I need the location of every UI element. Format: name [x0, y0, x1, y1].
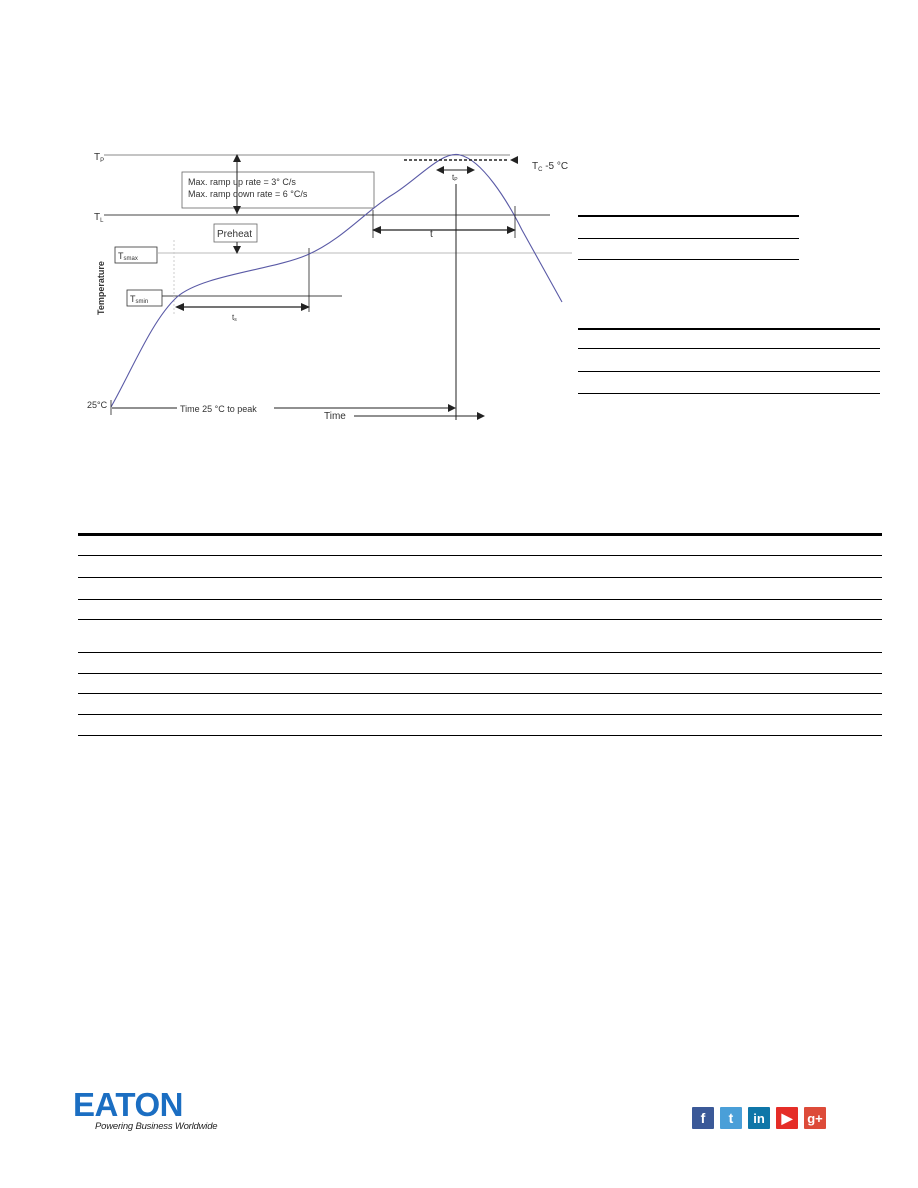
t-label: t: [430, 229, 433, 240]
table-b-top-rule: [578, 328, 880, 330]
tp-time-arrow-right: [467, 166, 475, 174]
tc-arrow-head: [510, 156, 518, 164]
start-temp-label: 25°C: [87, 400, 108, 410]
table-main-rule-6: [78, 673, 882, 674]
time-axis-label: Time: [324, 411, 346, 422]
time-to-peak-arrow-end: [448, 404, 456, 412]
reflow-profile-svg: [82, 140, 572, 430]
tsmin-label: Tsmin: [130, 294, 149, 305]
table-b-bottom-rule: [578, 393, 880, 394]
temperature-axis-label: Temperature: [96, 261, 106, 315]
time-axis-arrow-head: [477, 412, 485, 420]
eaton-tagline: Powering Business Worldwide: [95, 1121, 218, 1132]
facebook-icon[interactable]: f: [692, 1107, 714, 1129]
reflow-profile-diagram: [82, 140, 572, 430]
tp-label: $T_P$: [94, 152, 105, 164]
ts-arrow-left: [175, 303, 184, 311]
tc-label: $T_C$ -5 °C: [532, 161, 569, 173]
ts-label: ts: [232, 313, 237, 323]
google-plus-icon[interactable]: g+: [804, 1107, 826, 1129]
preheat-text: Preheat: [217, 229, 253, 240]
table-a-row-rule: [578, 238, 799, 239]
table-main-rule-3: [78, 599, 882, 600]
table-main-top-rule: [78, 533, 882, 536]
table-main-rule-4: [78, 619, 882, 620]
ramp-up-text: Max. ramp up rate = 3° C/s: [188, 177, 296, 187]
eaton-logo: [73, 1086, 218, 1135]
table-a-bottom-rule: [578, 259, 799, 260]
tp-time-label: tP: [452, 173, 458, 183]
table-main-rule-2: [78, 577, 882, 578]
social-icons: [692, 1107, 826, 1129]
tp-tl-arrow-head-down: [233, 206, 241, 214]
twitter-icon[interactable]: t: [720, 1107, 742, 1129]
eaton-logo-word: EATON: [73, 1086, 183, 1123]
table-a-top-rule: [578, 215, 799, 217]
table-main-rule-8: [78, 714, 882, 715]
table-b-row-rule-1: [578, 348, 880, 349]
table-main-rule-7: [78, 693, 882, 694]
time-to-peak-label: Time 25 °C to peak: [180, 404, 257, 414]
table-b-row-rule-2: [578, 371, 880, 372]
tp-time-arrow-left: [436, 166, 444, 174]
linkedin-icon[interactable]: in: [748, 1107, 770, 1129]
table-main-rule-5: [78, 652, 882, 653]
ramp-down-text: Max. ramp down rate = 6 °C/s: [188, 189, 308, 199]
table-main-rule-1: [78, 555, 882, 556]
tl-label: $T_L$: [94, 212, 104, 224]
youtube-icon[interactable]: ▶: [776, 1107, 798, 1129]
tsmax-label: Tsmax: [118, 251, 138, 262]
table-main-bottom-rule: [78, 735, 882, 736]
